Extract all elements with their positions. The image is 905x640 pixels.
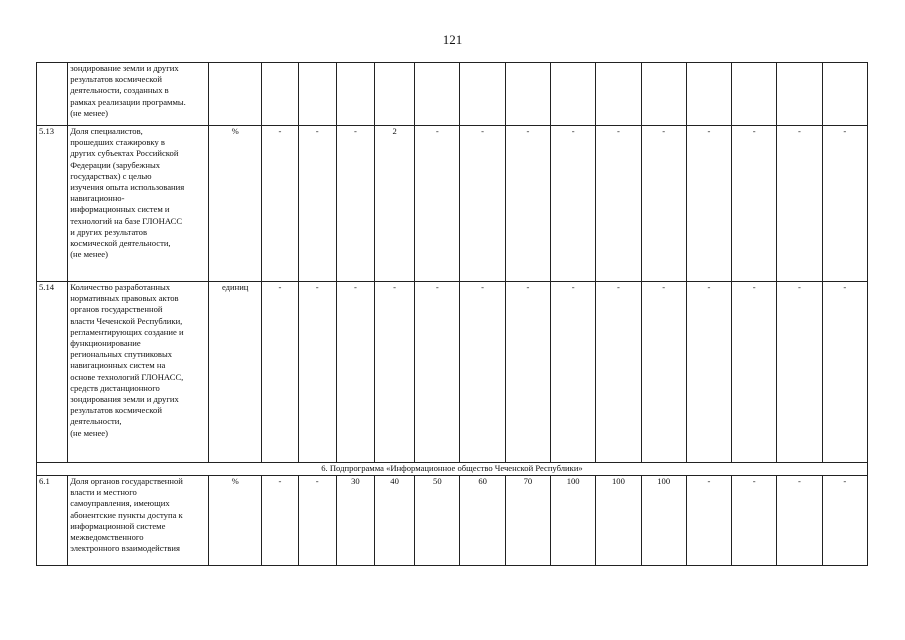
section-row [37, 463, 868, 476]
value-cell: - [596, 282, 641, 463]
value-cell: - [505, 282, 550, 463]
value-cell: - [822, 126, 867, 282]
row-number [37, 63, 68, 126]
value-cell: - [460, 126, 505, 282]
value-cell: 100 [641, 476, 686, 566]
value-cell: - [374, 282, 414, 463]
value-cell: 100 [551, 476, 596, 566]
value-cell: - [777, 282, 822, 463]
value-cell [415, 63, 460, 126]
value-cell: - [262, 282, 298, 463]
value-cell: - [336, 126, 374, 282]
table-row [37, 63, 868, 126]
value-cell [777, 63, 822, 126]
value-cell [822, 63, 867, 126]
value-cell: - [822, 476, 867, 566]
indicator-description: зондирование земли и других результатов космической деятельности, созданных в рамках реализации программы. (не менее) [68, 63, 209, 126]
value-cell: - [415, 282, 460, 463]
indicator-description: Доля органов государственной власти и местного самоуправления, имеющих абонентские пункты доступа к информационной системе межведомственного электронного взаимодействия [68, 476, 209, 566]
value-cell: - [298, 476, 336, 566]
value-cell [732, 63, 777, 126]
row-number: 5.14 [37, 282, 68, 463]
page-number: 121 [442, 32, 463, 47]
value-cell: 60 [460, 476, 505, 566]
value-cell: - [777, 126, 822, 282]
value-cell: - [262, 126, 298, 282]
value-cell: - [641, 126, 686, 282]
indicator-table [36, 62, 868, 566]
value-cell: 70 [505, 476, 550, 566]
value-cell: - [336, 282, 374, 463]
value-cell: 40 [374, 476, 414, 566]
value-cell: - [505, 126, 550, 282]
value-cell: - [686, 282, 731, 463]
value-cell: - [298, 126, 336, 282]
value-cell [262, 63, 298, 126]
unit-cell [209, 63, 262, 126]
value-cell: 30 [336, 476, 374, 566]
value-cell [460, 63, 505, 126]
row-number: 6.1 [37, 476, 68, 566]
section-title: 6. Подпрограмма «Информационное общество Чеченской Республики» [37, 463, 868, 476]
value-cell: - [686, 126, 731, 282]
value-cell: - [551, 282, 596, 463]
value-cell: - [686, 476, 731, 566]
value-cell [336, 63, 374, 126]
value-cell: - [298, 282, 336, 463]
indicator-description: Доля специалистов, прошедших стажировку в других субъектах Российской Федерации (зарубежных государствах) с целью изучения опыта использования навигационно- информационных систем и технологий на базе ГЛОНАСС и других результатов космической деятельности, (не менее) [68, 126, 209, 282]
unit-cell: % [209, 126, 262, 282]
table-row [37, 476, 868, 566]
value-cell [551, 63, 596, 126]
unit-cell: единиц [209, 282, 262, 463]
value-cell [374, 63, 414, 126]
value-cell: 50 [415, 476, 460, 566]
value-cell: - [415, 126, 460, 282]
table-row [37, 282, 868, 463]
row-number: 5.13 [37, 126, 68, 282]
value-cell: 2 [374, 126, 414, 282]
value-cell [298, 63, 336, 126]
value-cell: - [732, 126, 777, 282]
unit-cell: % [209, 476, 262, 566]
value-cell [596, 63, 641, 126]
value-cell: - [641, 282, 686, 463]
value-cell: - [777, 476, 822, 566]
value-cell: - [262, 476, 298, 566]
value-cell: - [460, 282, 505, 463]
value-cell: - [732, 476, 777, 566]
value-cell [686, 63, 731, 126]
table-row [37, 126, 868, 282]
value-cell: 100 [596, 476, 641, 566]
value-cell [505, 63, 550, 126]
value-cell [641, 63, 686, 126]
indicator-description: Количество разработанных нормативных правовых актов органов государственной власти Чеченской Республики, регламентирующих создание и функционирование региональных спутниковых навигационных систем на основе технологий ГЛОНАСС, средств дистанционного зондирования земли и других результатов космической деятельности, (не менее) [68, 282, 209, 463]
value-cell: - [732, 282, 777, 463]
value-cell: - [822, 282, 867, 463]
value-cell: - [596, 126, 641, 282]
value-cell: - [551, 126, 596, 282]
